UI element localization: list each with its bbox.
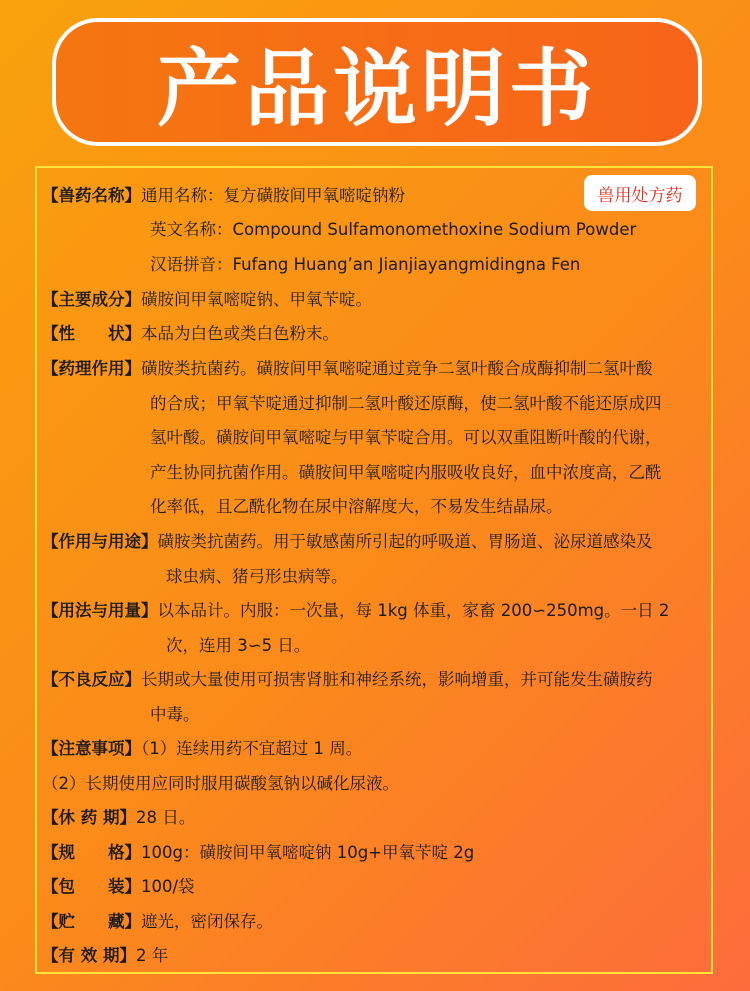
withdrawal-row [42, 806, 195, 830]
adverse-line: 长期或大量使用可损害肾脏和神经系统，影响增重，并可能发生磺胺药 [141, 670, 653, 689]
precautions-label: 【注意事项】 [42, 739, 141, 758]
pharmacology-label: 【药理作用】 [42, 359, 141, 378]
adverse-row [42, 668, 653, 692]
character-row [42, 322, 339, 346]
pharmacology-line: 的合成；甲氧苄啶通过抑制二氢叶酸还原酶，使二氢叶酸不能还原成四 [150, 394, 662, 413]
storage-label: 【贮 藏】 [42, 912, 141, 931]
adverse-line: 中毒。 [150, 705, 200, 724]
indications-line: 球虫病、猪弓形虫病等。 [166, 567, 348, 586]
precaution-item: （1）连续用药不宜超过 1 周。 [141, 739, 363, 758]
storage-text: 遮光，密闭保存。 [141, 912, 273, 931]
vet-name-label: 【兽药名称】 [42, 186, 141, 205]
pinyin-name: 汉语拼音：Fufang Huang’an Jianjiayangmidingna Fen [150, 255, 581, 274]
adverse-label: 【不良反应】 [42, 670, 141, 689]
indications-row [42, 530, 653, 554]
validity-row [42, 944, 168, 968]
pharmacology-line: 产生协同抗菌作用。磺胺间甲氧嘧啶内服吸收良好，血中浓度高，乙酰 [150, 463, 662, 482]
dosage-line: 次，连用 3∽5 日。 [166, 636, 311, 655]
character-label: 【性 状】 [42, 324, 141, 343]
ingredients-label: 【主要成分】 [42, 290, 141, 309]
prescription-badge: 兽用处方药 [584, 175, 696, 211]
pharmacology-line: 氢叶酸。磺胺间甲氧嘧啶与甲氧苄啶合用。可以双重阻断叶酸的代谢， [150, 428, 662, 447]
spec-label: 【规 格】 [42, 843, 141, 862]
validity-text: 2 年 [136, 946, 169, 965]
ingredients-text: 磺胺间甲氧嘧啶钠、甲氧苄啶。 [141, 290, 372, 309]
generic-name: 通用名称：复方磺胺间甲氧嘧啶钠粉 [141, 186, 405, 205]
page-title: 产品说明书 [156, 39, 597, 138]
english-name: 英文名称：Compound Sulfamonomethoxine Sodium Powder [150, 220, 637, 239]
package-text: 100/袋 [141, 877, 195, 896]
ingredients-row [42, 288, 372, 312]
pharmacology-line: 磺胺类抗菌药。磺胺间甲氧嘧啶通过竞争二氢叶酸合成酶抑制二氢叶酸 [141, 359, 653, 378]
withdrawal-label: 【休 药 期】 [42, 808, 136, 827]
storage-row [42, 910, 273, 934]
title-banner [52, 18, 702, 146]
indications-label: 【作用与用途】 [42, 532, 158, 551]
validity-label: 【有 效 期】 [42, 946, 136, 965]
indications-line: 磺胺类抗菌药。用于敏感菌所引起的呼吸道、胃肠道、泌尿道感染及 [157, 532, 653, 551]
precaution-item: （2）长期使用应同时服用碳酸氢钠以碱化尿液。 [42, 774, 399, 793]
package-row [42, 875, 195, 899]
pharmacology-row [42, 357, 653, 381]
vet-name-row [42, 184, 405, 208]
dosage-label: 【用法与用量】 [42, 601, 158, 620]
character-text: 本品为白色或类白色粉末。 [141, 324, 339, 343]
precautions-row [42, 737, 362, 761]
pharmacology-line: 化率低，且乙酰化物在尿中溶解度大，不易发生结晶尿。 [150, 497, 563, 516]
spec-row [42, 841, 474, 865]
spec-text: 100g：磺胺间甲氧嘧啶钠 10g+甲氧苄啶 2g [141, 843, 475, 862]
dosage-line: 以本品计。内服：一次量，每 1kg 体重，家畜 200∽250mg。一日 2 [157, 601, 670, 620]
package-label: 【包 装】 [42, 877, 141, 896]
withdrawal-text: 28 日。 [136, 808, 196, 827]
dosage-row [42, 599, 669, 623]
